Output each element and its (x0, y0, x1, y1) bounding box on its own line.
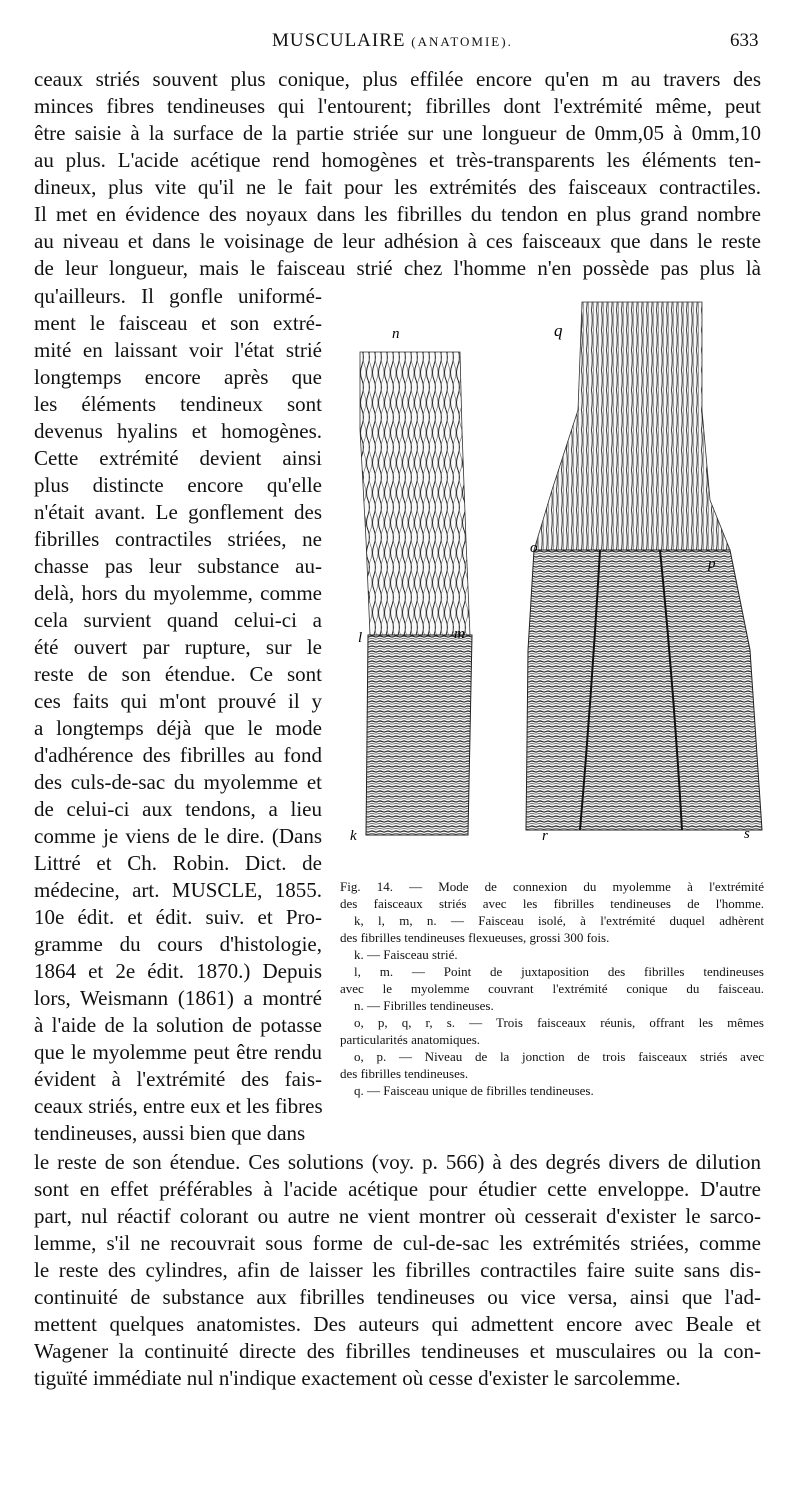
page-number: 633 (730, 30, 759, 51)
text-line: de celui-ci aux tendons, a lieu (34, 797, 322, 821)
text-line: ceaux striés souvent plus conique, plus effilée encore qu'en m au travers des (34, 67, 761, 91)
caption-line: des faisceaux striés avec les fibrilles tendineuses de l'homme. (340, 896, 764, 911)
caption-line: o, p, q, r, s. — Trois faisceaux réunis, offrant les mêmes (354, 1015, 764, 1030)
text-line: de leur longueur, mais le faisceau strié chez l'homme n'en possède pas plus là (34, 256, 761, 280)
figure-14-illustration (330, 290, 770, 870)
caption-line: o, p. — Niveau de la jonction de trois faisceaux striés avec (354, 1049, 764, 1064)
text-line: sont en effet préférables à l'acide acétique pour étudier cette enveloppe. D'autre (34, 1177, 761, 1201)
text-line: ceaux striés, entre eux et les fibres (34, 1094, 323, 1118)
text-line: dineux, plus vite qu'il ne le fait pour les extrémités des faisceaux contractiles. (34, 175, 761, 199)
figure-label-s: s (744, 826, 750, 842)
text-line: évident à l'extrémité des fais- (34, 1067, 322, 1091)
text-line: le reste des cylindres, afin de laisser les fibrilles contractiles faire suite sans dis- (34, 1258, 761, 1282)
running-header (0, 30, 800, 56)
text-line: delà, hors du myolemme, comme (34, 581, 322, 605)
text-line: des culs-de-sac du myolemme et (34, 770, 322, 794)
text-line: lors, Weismann (1861) a montré (34, 986, 322, 1010)
text-line: comme je viens de le dire. (Dans (34, 824, 322, 848)
text-line: a longtemps déjà que le mode (34, 716, 322, 740)
text-line: fibrilles contractiles striées, ne (34, 527, 322, 551)
caption-line: des fibrilles tendineuses. (340, 1066, 469, 1081)
text-line: Cette extrémité devient ainsi (34, 446, 322, 470)
figure-label-k: k (350, 828, 357, 844)
text-line: médecine, art. MUSCLE, 1855. (34, 878, 322, 902)
text-line: été ouvert par rupture, sur le (34, 635, 322, 659)
text-line: à l'aide de la solution de potasse (34, 1013, 322, 1037)
caption-line: Fig. 14. — Mode de connexion du myolemme à l'extrémité (340, 879, 764, 894)
text-line: chasse pas leur substance au- (34, 554, 322, 578)
text-line: devenus hyalins et homogènes. (34, 419, 322, 443)
caption-line: n. — Fibrilles tendineuses. (354, 998, 494, 1013)
text-line: n'était avant. Le gonflement des (34, 500, 322, 524)
text-line: minces fibres tendineuses qui l'entourent; fibrilles dont l'extrémité même, peut (34, 94, 761, 118)
text-line: Wagener la continuité directe des fibrilles tendineuses et musculaires ou la con- (34, 1339, 761, 1363)
text-line: les éléments tendineux sont (34, 392, 322, 416)
figure-label-p: p (708, 556, 716, 572)
caption-line: avec le myolemme couvrant l'extrémité conique du faisceau. (340, 981, 764, 996)
text-line: être saisie à la surface de la partie striée sur une longueur de 0mm,05 à 0mm,10 (34, 121, 761, 145)
text-line: continuité de substance aux fibrilles tendineuses ou vice versa, ainsi que l'ad- (34, 1285, 761, 1309)
text-line: le reste de son étendue. Ces solutions (voy. p. 566) à des degrés divers de dilution (34, 1150, 761, 1174)
text-line: longtemps encore après que (34, 365, 322, 389)
caption-line: particularités anatomiques. (340, 1032, 481, 1047)
text-line: plus distincte encore qu'elle (34, 473, 322, 497)
text-line: Il met en évidence des noyaux dans les fibrilles du tendon en plus grand nombre (34, 202, 761, 226)
text-line: tendineuses, aussi bien que dans (34, 1121, 306, 1145)
text-line: au plus. L'acide acétique rend homogènes et très-transparents les éléments ten- (34, 148, 761, 172)
text-line: cela survient quand celui-ci a (34, 608, 322, 632)
text-line: au niveau et dans le voisinage de leur adhésion à ces faisceaux que dans le reste (34, 229, 761, 253)
text-line: mité en laissant voir l'état strié (34, 338, 322, 362)
text-line: ment le faisceau et son extré- (34, 311, 322, 335)
figure-label-q: q (554, 321, 563, 340)
text-line: part, nul réactif colorant ou autre ne vient montrer où cesserait d'exister le sarco- (34, 1204, 761, 1228)
caption-line: k, l, m, n. — Faisceau isolé, à l'extrémité duquel adhèrent (354, 913, 764, 928)
text-line: qu'ailleurs. Il gonfle uniformé- (34, 284, 322, 308)
text-line: tiguïté immédiate nul n'indique exactement où cesse d'exister le sarcolemme. (34, 1366, 681, 1390)
text-line: d'adhérence des fibrilles au fond (34, 743, 322, 767)
text-line: mettent quelques anatomistes. Des auteurs qui admettent encore avec Beale et (34, 1312, 761, 1336)
figure-label-m: m (454, 626, 465, 642)
figure-label-n: n (392, 326, 400, 342)
caption-line: l, m. — Point de juxtaposition des fibrilles tendineuses (354, 964, 764, 979)
caption-line: q. — Faisceau unique de fibrilles tendineuses. (354, 1083, 594, 1098)
text-line: lemme, s'il ne recouvrait sous forme de cul-de-sac les extrémités striées, comme (34, 1231, 761, 1255)
caption-line: k. — Faisceau strié. (354, 947, 458, 962)
text-line: 1864 et 2e édit. 1870.) Depuis (34, 959, 322, 983)
text-line: que le myolemme peut être rendu (34, 1040, 322, 1064)
text-line: Littré et Ch. Robin. Dict. de (34, 851, 322, 875)
text-line: 10e édit. et édit. suiv. et Pro- (34, 905, 322, 929)
header-title: MUSCULAIRE (ANATOMIE). (272, 30, 513, 51)
text-line: ces faits qui m'ont prouvé il y (34, 689, 322, 713)
text-line: reste de son étendue. Ce sont (34, 662, 322, 686)
text-line: gramme du cours d'histologie, (34, 932, 322, 956)
caption-line: des fibrilles tendineuses flexueuses, grossi 300 fois. (340, 930, 610, 945)
figure-label-o: o (530, 540, 538, 556)
figure-label-l: l (358, 630, 363, 646)
figure-label-r: r (542, 828, 548, 844)
